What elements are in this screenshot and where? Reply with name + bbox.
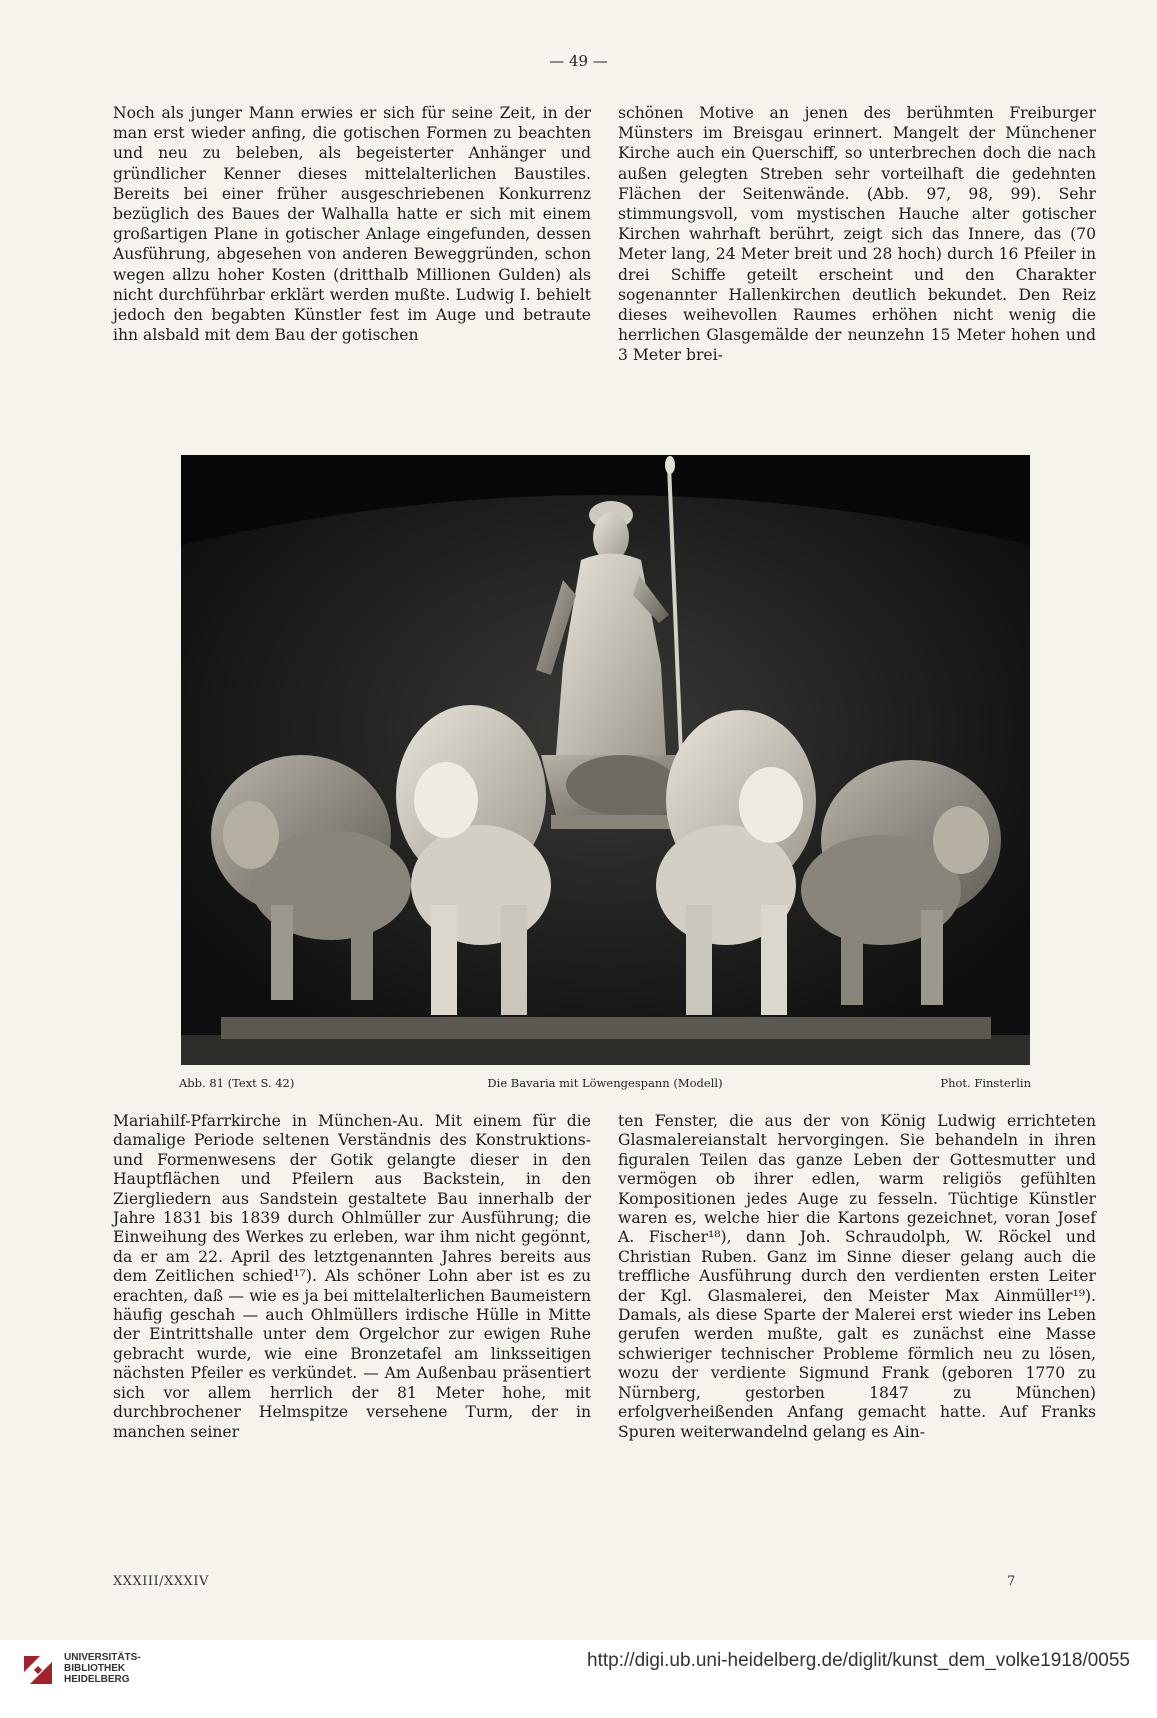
figure-caption <box>179 1076 1031 1094</box>
text-column-top-left <box>113 103 591 345</box>
source-url[interactable]: http://digi.ub.uni-heidelberg.de/diglit/kunst_dem_volke1918/0055 <box>587 1650 1130 1671</box>
text-column-top-right <box>618 103 1096 366</box>
sheet-number: 7 <box>1007 1574 1016 1589</box>
text-column-bottom-right <box>618 1112 1096 1442</box>
text-column-bottom-left <box>113 1112 591 1442</box>
paragraph: schönen Motive an jenen des berühmten Freiburger Münsters im Breisgau erinnert. Mangelt der Münchener Kirche auch ein Querschiff, so unterbrechen doch die nach außen gelegten Streben sehr vorteilhaft die gedehnten Flächen der Seitenwände. (Abb. 97, 98, 99). Sehr stimmungsvoll, vom mystischen Hauche alter gotischer Kirchen wahrhaft berührt, zeigt sich das Innere, das (70 Meter lang, 24 Meter breit und 28 hoch) durch 16 Pfeiler in drei Schiffe geteilt erscheint und den Charakter sogenannter Hallenkirchen deutlich bekundet. Den Reiz dieses weihevollen Raumes erhöhen nicht wenig die herrlichen Glasgemälde der neunzehn 15 Meter hohen und 3 Meter brei- <box>618 104 1096 365</box>
institution-name <box>64 1652 141 1685</box>
sheet-signature: XXXIII/XXXIV <box>113 1574 209 1589</box>
caption-title: Die Bavaria mit Löwengespann (Modell) <box>487 1076 723 1090</box>
institution-line: HEIDELBERG <box>64 1674 130 1685</box>
digitization-footer <box>0 1640 1157 1718</box>
institution-line: BIBLIOTHEK <box>64 1663 126 1674</box>
paragraph: Noch als junger Mann erwies er sich für seine Zeit, in der man erst wieder anfing, die gotischen Formen zu beachten und neu zu beleben, als begeisterter Anhänger und gründlicher Kenner dieses mittelalterlichen Baustiles. Bereits bei einer früher ausgeschriebenen Konkurrenz bezüglich des Baues der Walhalla hatte er sich mit einem großartigen Plane in gotischer Anlage eingefunden, dessen Ausführung, abgesehen von anderen Beweggründen, schon wegen allzu hoher Kosten (dritthalb Millionen Gulden) als nicht durchführbar erklärt werden mußte. Ludwig I. behielt jedoch den begabten Künstler fest im Auge und betraute ihn alsbald mit dem Bau der gotischen <box>113 104 591 345</box>
caption-credit: Phot. Finsterlin <box>940 1076 1031 1090</box>
bavaria-lion-quadriga-photo <box>181 455 1030 1065</box>
university-library-logo-icon <box>20 1652 56 1688</box>
page-number: — 49 — <box>549 52 608 70</box>
caption-label: Abb. 81 (Text S. 42) <box>179 1076 295 1090</box>
institution-line: UNIVERSITÄTS- <box>64 1652 141 1663</box>
paragraph: ten Fenster, die aus der von König Ludwig errichteten Glasmalereianstalt hervorgingen. Sie behandeln in ihren figuralen Teilen das ganze Leben der Gottesmutter und vermögen ob ihrer edlen, warm religiös gefühlten Kompositionen jedes Auge zu fesseln. Tüchtige Künstler waren es, welche hier die Kartons gezeichnet, voran Josef A. Fischer¹⁸), dann Joh. Schraudolph, W. Röckel und Christian Ruben. Ganz im Sinne dieser gelang auch die treffliche Ausführung durch den verdienten ersten Leiter der Kgl. Glasmalerei, den Meister Max Ainmüller¹⁹). Damals, als diese Sparte der Malerei erst wieder ins Leben gerufen werden mußte, galt es zunächst eine Masse schwieriger technischer Probleme förmlich neu zu lösen, wozu der verdiente Sigmund Frank (geboren 1770 zu Nürnberg, gestorben 1847 zu München) erfolgverheißenden Anfang gemacht hatte. Auf Franks Spuren weiterwandelnd gelang es Ain- <box>618 1112 1096 1441</box>
paragraph: Mariahilf-Pfarrkirche in München-Au. Mit einem für die damalige Periode seltenen Verständnis des Konstruktions- und Formenwesens der Gotik gelangte dieser in den Hauptflächen und Pfeilern aus Backstein, in den Ziergliedern aus Sandstein gestaltete Bau innerhalb der Jahre 1831 bis 1839 durch Ohlmüller zur Ausführung; die Einweihung des Werkes zu erleben, war ihm nicht gegönnt, da er am 22. April des letztgenannten Jahres bereits aus dem Zeitlichen schied¹⁷). Als schöner Lohn aber ist es zu erachten, daß — wie es ja bei mittelalterlichen Baumeistern häufig geschah — auch Ohlmüllers irdische Hülle in Mitte der Eintrittshalle unter dem Orgelchor zur ewigen Ruhe gebracht wurde, wie eine Bronzetafel am linksseitigen nächsten Pfeiler es verkündet. — Am Außenbau präsentiert sich vor allem herrlich der 81 Meter hohe, mit durchbrochener Helmspitze versehene Turm, der in manchen seiner <box>113 1112 591 1441</box>
